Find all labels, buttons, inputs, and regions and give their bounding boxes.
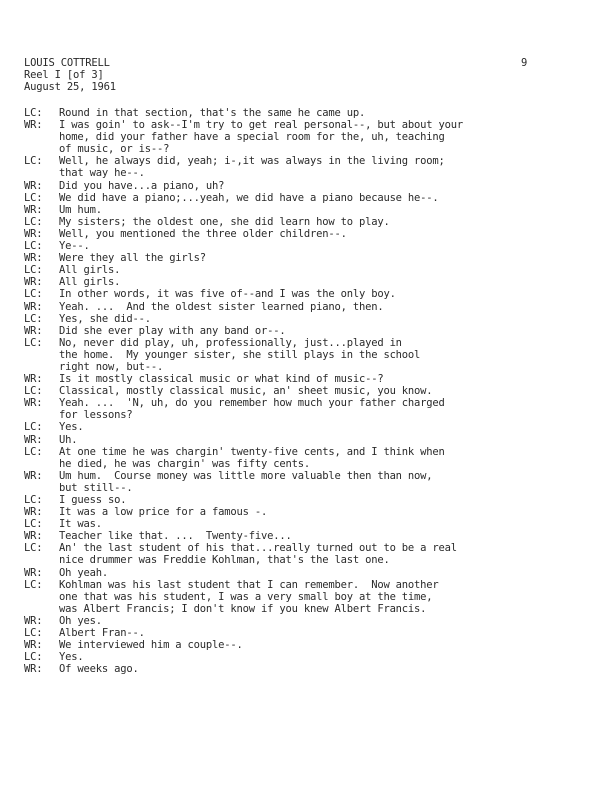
transcript-entry	[24, 627, 584, 639]
speaker-label: WR:	[24, 530, 43, 543]
speaker-label: WR:	[24, 276, 43, 289]
utterance	[59, 530, 584, 542]
transcript-entry	[24, 651, 584, 663]
utterance	[59, 119, 584, 155]
utterance	[59, 470, 584, 494]
utterance-line: of music, or is--?	[59, 143, 170, 156]
utterance	[59, 301, 584, 313]
speaker-label: WR:	[24, 119, 43, 132]
speaker-label: LC:	[24, 542, 43, 555]
utterance	[59, 337, 584, 373]
utterance-line: nice drummer was Freddie Kohlman, that's the last one.	[59, 554, 390, 567]
utterance	[59, 639, 584, 651]
transcript-entry	[24, 192, 584, 204]
speaker-label: LC:	[24, 240, 43, 253]
transcript-entry	[24, 397, 584, 421]
speaker-label: LC:	[24, 421, 43, 434]
speaker-label: LC:	[24, 385, 43, 398]
utterance	[59, 567, 584, 579]
utterance-line: Yes, she did--.	[59, 312, 151, 325]
transcript-entry	[24, 494, 584, 506]
speaker-label: LC:	[24, 155, 43, 168]
utterance-line: Teacher like that. ... Twenty-five...	[59, 530, 292, 543]
transcript-entry	[24, 337, 584, 373]
utterance	[59, 627, 584, 639]
utterance-line: the home. My younger sister, she still plays in the school	[59, 348, 421, 361]
utterance	[59, 518, 584, 530]
utterance-line: Um hum.	[59, 203, 102, 216]
transcript-entry	[24, 639, 584, 651]
utterance-line: It was a low price for a famous -.	[59, 506, 268, 519]
utterance-line: Uh.	[59, 433, 78, 446]
utterance	[59, 180, 584, 192]
utterance-line: Classical, mostly classical music, an' sheet music, you know.	[59, 385, 433, 398]
transcript-body	[24, 107, 584, 675]
speaker-label: LC:	[24, 191, 43, 204]
transcript-entry	[24, 325, 584, 337]
utterance	[59, 579, 584, 615]
speaker-label: WR:	[24, 506, 43, 519]
transcript-entry	[24, 542, 584, 566]
utterance-line: I guess so.	[59, 494, 127, 506]
utterance-line: Yes.	[59, 421, 84, 434]
speaker-label: LC:	[24, 578, 43, 591]
utterance-line: Did you have...a piano, uh?	[59, 179, 225, 192]
speaker-label: WR:	[24, 397, 43, 410]
transcript-entry	[24, 530, 584, 542]
transcript-entry	[24, 216, 584, 228]
transcript-entry	[24, 567, 584, 579]
transcript-entry	[24, 252, 584, 264]
speaker-label: LC:	[24, 627, 43, 640]
transcript-entry	[24, 288, 584, 300]
speaker-label: WR:	[24, 469, 43, 482]
utterance-line: for lessons?	[59, 409, 133, 422]
speaker-label: LC:	[24, 288, 43, 301]
utterance	[59, 192, 584, 204]
transcript-entry	[24, 373, 584, 385]
transcript-entry	[24, 579, 584, 615]
utterance-line: he died, he was chargin' was fifty cents.	[59, 457, 310, 470]
utterance-line: In other words, it was five of--and I was the only boy.	[59, 288, 396, 301]
utterance-line: It was.	[59, 518, 102, 531]
utterance-line: Oh yeah.	[59, 566, 108, 579]
utterance-line: right now, but--.	[59, 360, 164, 373]
transcript-entry	[24, 264, 584, 276]
utterance	[59, 107, 584, 119]
transcript-entry	[24, 506, 584, 518]
utterance	[59, 228, 584, 240]
utterance	[59, 494, 584, 506]
reel-label: Reel I [of 3]	[24, 69, 104, 82]
utterance	[59, 651, 584, 663]
utterance	[59, 240, 584, 252]
speaker-label: WR:	[24, 300, 43, 313]
utterance-line: Um hum. Course money was little more valuable then than now,	[59, 469, 433, 482]
transcript-entry	[24, 240, 584, 252]
utterance-line: Yes.	[59, 651, 84, 664]
utterance-line: Well, you mentioned the three older children--.	[59, 227, 347, 240]
speaker-label: LC:	[24, 107, 43, 119]
utterance	[59, 276, 584, 288]
utterance	[59, 542, 584, 566]
speaker-label: WR:	[24, 179, 43, 192]
transcript-entry	[24, 228, 584, 240]
utterance	[59, 385, 584, 397]
speaker-label: WR:	[24, 373, 43, 386]
transcript-entry	[24, 107, 584, 119]
speaker-label: LC:	[24, 336, 43, 349]
utterance-line: Were they all the girls?	[59, 252, 206, 265]
speaker-label: LC:	[24, 651, 43, 664]
speaker-label: WR:	[24, 433, 43, 446]
transcript-entry	[24, 301, 584, 313]
utterance-line: Yeah. ... And the oldest sister learned piano, then.	[59, 300, 384, 313]
utterance-line: Is it mostly classical music or what kind of music--?	[59, 373, 384, 386]
utterance	[59, 155, 584, 179]
utterance-line: All girls.	[59, 276, 121, 289]
utterance-line: Round in that section, that's the same he came up.	[59, 107, 366, 119]
speaker-label: LC:	[24, 445, 43, 458]
utterance-line: but still--.	[59, 481, 133, 494]
interviewee-name: LOUIS COTTRELL	[24, 57, 110, 69]
speaker-label: LC:	[24, 264, 43, 277]
utterance-line: An' the last student of his that...really turned out to be a real	[59, 542, 457, 555]
utterance	[59, 216, 584, 228]
transcript-entry	[24, 385, 584, 397]
transcript-entry	[24, 663, 584, 675]
transcript-entry	[24, 518, 584, 530]
page-number: 9	[521, 57, 528, 69]
transcript-entry	[24, 434, 584, 446]
utterance-line: No, never did play, uh, professionally, just...played in	[59, 336, 402, 349]
transcript-entry	[24, 204, 584, 216]
speaker-label: WR:	[24, 639, 43, 652]
speaker-label: WR:	[24, 203, 43, 216]
utterance	[59, 397, 584, 421]
utterance	[59, 446, 584, 470]
utterance-line: was Albert Francis; I don't know if you knew Albert Francis.	[59, 602, 427, 615]
utterance-line: My sisters; the oldest one, she did learn how to play.	[59, 215, 390, 228]
transcript-entry	[24, 155, 584, 179]
utterance	[59, 313, 584, 325]
utterance	[59, 288, 584, 300]
utterance-line: that way he--.	[59, 167, 145, 180]
utterance-line: one that was his student, I was a very small boy at the time,	[59, 590, 433, 603]
utterance	[59, 264, 584, 276]
utterance-line: Yeah. ... 'N, uh, do you remember how much your father charged	[59, 397, 445, 410]
transcript-entry	[24, 615, 584, 627]
speaker-label: LC:	[24, 312, 43, 325]
utterance	[59, 506, 584, 518]
utterance	[59, 373, 584, 385]
transcript-entry	[24, 446, 584, 470]
utterance	[59, 663, 584, 675]
speaker-label: WR:	[24, 663, 43, 676]
utterance-line: Did she ever play with any band or--.	[59, 324, 286, 337]
transcript-entry	[24, 180, 584, 192]
transcript-entry	[24, 313, 584, 325]
utterance	[59, 615, 584, 627]
utterance	[59, 204, 584, 216]
speaker-label: WR:	[24, 566, 43, 579]
utterance	[59, 421, 584, 433]
speaker-label: WR:	[24, 252, 43, 265]
speaker-label: LC:	[24, 215, 43, 228]
utterance-line: I was goin' to ask--I'm try to get real personal--, but about your	[59, 119, 464, 132]
speaker-label: WR:	[24, 324, 43, 337]
speaker-label: LC:	[24, 518, 43, 531]
transcript-entry	[24, 421, 584, 433]
utterance-line: We interviewed him a couple--.	[59, 639, 243, 652]
utterance-line: Albert Fran--.	[59, 627, 145, 640]
transcript-entry	[24, 119, 584, 155]
utterance-line: Well, he always did, yeah; i-,it was always in the living room;	[59, 155, 445, 168]
utterance-line: We did have a piano;...yeah, we did have a piano because he--.	[59, 191, 439, 204]
utterance-line: home, did your father have a special room for the, uh, teaching	[59, 131, 445, 144]
interview-date: August 25, 1961	[24, 81, 116, 94]
utterance-line: At one time he was chargin' twenty-five cents, and I think when	[59, 445, 445, 458]
speaker-label: WR:	[24, 614, 43, 627]
utterance	[59, 434, 584, 446]
transcript-entry	[24, 470, 584, 494]
utterance-line: Ye--.	[59, 240, 90, 253]
speaker-label: WR:	[24, 227, 43, 240]
utterance-line: Kohlman was his last student that I can remember. Now another	[59, 578, 439, 591]
utterance-line: Of weeks ago.	[59, 663, 139, 676]
document-header	[24, 57, 116, 93]
utterance-line: Oh yes.	[59, 614, 102, 627]
utterance	[59, 252, 584, 264]
speaker-label: LC:	[24, 494, 43, 506]
utterance-line: All girls.	[59, 264, 121, 277]
transcript-entry	[24, 276, 584, 288]
utterance	[59, 325, 584, 337]
